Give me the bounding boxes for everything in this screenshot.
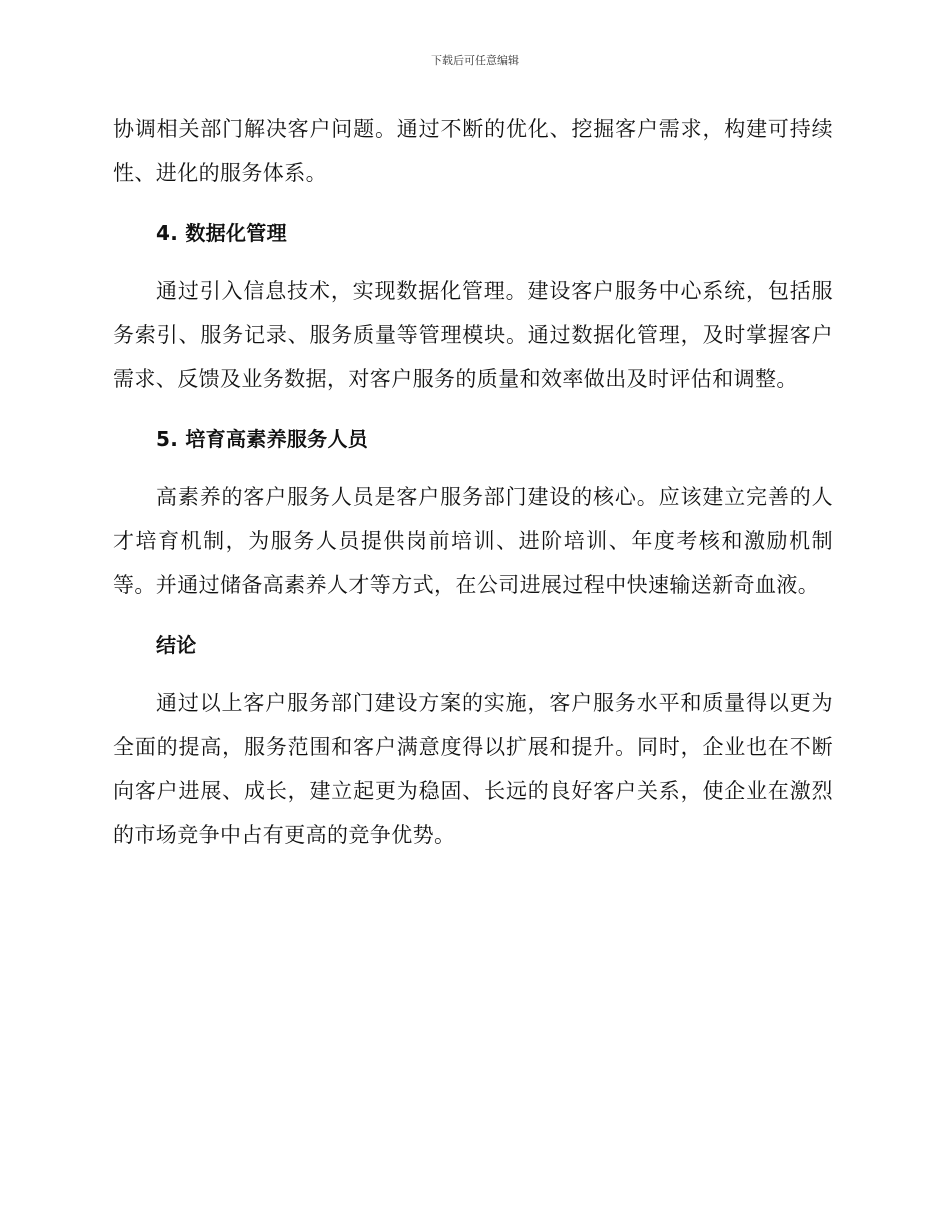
header-note: 下载后可任意编辑	[431, 54, 519, 67]
paragraph-conclusion: 通过以上客户服务部门建设方案的实施，客户服务水平和质量得以更为全面的提高，服务范围和客户满意度得以扩展和提升。同时，企业也在不断向客户进展、成长，建立起更为稳固、长远的良好客户关系，使企业在激烈的市场竞争中占有更高的竞争优势。	[113, 691, 833, 847]
section-heading-4: 4. 数据化管理	[156, 221, 287, 245]
paragraph-data-management: 通过引入信息技术，实现数据化管理。建设客户服务中心系统，包括服务索引、服务记录、服务质量等管理模块。通过数据化管理，及时掌握客户需求、反馈及业务数据，对客户服务的质量和效率做出及时评估和调整。	[113, 279, 833, 391]
paragraph-continuation: 协调相关部门解决客户问题。通过不断的优化、挖掘客户需求，构建可持续性、进化的服务体系。	[113, 117, 833, 185]
section-heading-conclusion: 结论	[156, 633, 197, 657]
paragraph-staff-training: 高素养的客户服务人员是客户服务部门建设的核心。应该建立完善的人才培育机制，为服务人员提供岗前培训、进阶培训、年度考核和激励机制等。并通过储备高素养人才等方式，在公司进展过程中快速输送新奇血液。	[113, 485, 833, 597]
document-body	[113, 107, 833, 857]
section-heading-5: 5. 培育高素养服务人员	[156, 427, 369, 451]
